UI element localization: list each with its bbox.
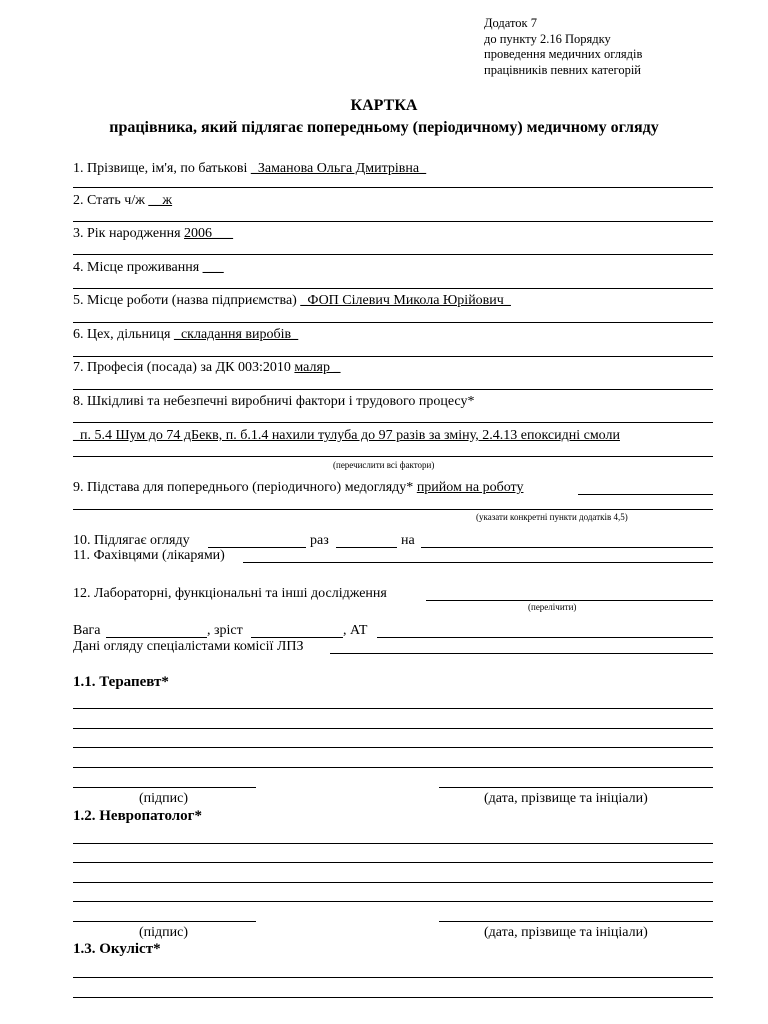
line-divider xyxy=(73,322,713,323)
field-gender xyxy=(73,193,172,209)
field-label: 2. Стать ч/ж xyxy=(73,193,145,208)
appendix-line: до пункту 2.16 Порядку xyxy=(484,31,611,46)
field-value[interactable]: 2006___ xyxy=(184,226,234,241)
field-label: 9. Підстава для попереднього (періодичного) медогляду* xyxy=(73,480,414,495)
line-entry[interactable] xyxy=(73,767,713,768)
line-divider xyxy=(73,187,713,188)
line-underscore[interactable] xyxy=(106,637,207,638)
field-label: 1. Прізвище, ім'я, по батькові xyxy=(73,161,248,176)
line-divider xyxy=(73,509,713,510)
line-entry[interactable] xyxy=(73,997,713,998)
line-entry[interactable] xyxy=(73,862,713,863)
field-exam-count-label: 10. Підлягає огляду xyxy=(73,533,190,548)
field-department xyxy=(73,327,298,343)
field-label: 4. Місце проживання xyxy=(73,260,200,275)
line-entry[interactable] xyxy=(73,977,713,978)
line-divider xyxy=(73,356,713,357)
line-divider xyxy=(73,254,713,255)
line-underscore[interactable] xyxy=(426,600,713,601)
line-underscore[interactable] xyxy=(330,653,713,654)
field-birth-year xyxy=(73,226,233,242)
section-title: 1.3. Окуліст* xyxy=(73,941,161,957)
section-title: 1.1. Терапевт* xyxy=(73,674,169,690)
section-title: 1.2. Невропатолог* xyxy=(73,808,202,824)
appendix-line: працівників певних категорій xyxy=(484,62,641,77)
line-underscore[interactable] xyxy=(243,562,713,563)
field-workplace xyxy=(73,293,511,309)
field-value[interactable]: прийом на роботу xyxy=(416,480,524,495)
line-divider xyxy=(73,288,713,289)
field-exam-count-mid: на xyxy=(401,533,415,548)
field-specialists-label: 11. Фахівцями (лікарями) xyxy=(73,548,225,563)
hint-text: (указати конкретні пункти додатків 4,5) xyxy=(476,512,628,522)
signature-line[interactable] xyxy=(73,921,256,922)
signature-caption: (підпис) xyxy=(139,925,189,940)
line-underscore xyxy=(578,494,713,495)
field-value[interactable]: _ФОП Сілевич Микола Юрійович_ xyxy=(300,293,511,308)
field-fullname xyxy=(73,161,426,177)
field-value[interactable]: ___ xyxy=(202,260,224,275)
line-divider xyxy=(73,422,713,423)
field-value[interactable]: _складання виробів_ xyxy=(173,327,299,342)
line-entry[interactable] xyxy=(73,843,713,844)
field-bp-label: , АТ xyxy=(343,623,368,638)
date-caption: (дата, прізвище та ініціали) xyxy=(484,925,648,940)
line-underscore[interactable] xyxy=(377,637,713,638)
line-divider xyxy=(73,389,713,390)
hint-text: (перелічити) xyxy=(528,602,577,612)
appendix-line: проведення медичних оглядів xyxy=(484,47,643,61)
field-hazards-value[interactable]: _п. 5.4 Шум до 74 дБекв, п. б.1.4 нахили тулуба до 97 разів за зміну, 2.4.13 епоксидні смоли xyxy=(73,428,620,443)
line-entry[interactable] xyxy=(73,708,713,709)
field-hazards-label: 8. Шкідливі та небезпечні виробничі фактори і трудового процесу* xyxy=(73,394,475,409)
appendix-note xyxy=(484,16,642,78)
date-line[interactable] xyxy=(439,787,713,788)
field-label: 5. Місце роботи (назва підприємства) xyxy=(73,293,297,308)
signature-line[interactable] xyxy=(73,787,256,788)
line-divider xyxy=(73,456,713,457)
field-commission-label: Дані огляду спеціалістами комісії ЛПЗ xyxy=(73,639,304,654)
field-value[interactable]: маляр _ xyxy=(294,360,341,375)
field-profession xyxy=(73,360,340,376)
line-divider xyxy=(73,221,713,222)
date-caption: (дата, прізвище та ініціали) xyxy=(484,791,648,806)
page-title: КАРТКА xyxy=(350,97,418,114)
line-entry[interactable] xyxy=(73,901,713,902)
field-height-label: , зріст xyxy=(207,623,243,638)
signature-caption: (підпис) xyxy=(139,791,189,806)
field-label: 3. Рік народження xyxy=(73,226,181,241)
line-underscore[interactable] xyxy=(251,637,343,638)
field-label: 6. Цех, дільниця xyxy=(73,327,171,342)
line-entry[interactable] xyxy=(73,882,713,883)
field-basis xyxy=(73,480,523,496)
line-entry[interactable] xyxy=(73,747,713,748)
hint-text: (перечислити всі фактори) xyxy=(333,460,435,470)
field-weight-label: Вага xyxy=(73,623,101,638)
field-value[interactable]: _Заманова Ольга Дмитрівна_ xyxy=(250,161,427,176)
line-entry[interactable] xyxy=(73,728,713,729)
field-lab-tests-label: 12. Лабораторні, функціональні та інші дослідження xyxy=(73,586,387,601)
appendix-line: Додаток 7 xyxy=(484,16,537,30)
line-underscore[interactable] xyxy=(421,547,713,548)
field-residence xyxy=(73,260,224,276)
field-exam-count-mid: раз xyxy=(310,533,329,548)
field-label: 7. Професія (посада) за ДК 003:2010 xyxy=(73,360,291,375)
field-value[interactable]: __ж xyxy=(148,193,173,208)
page-subtitle: працівника, який підлягає попередньому (періодичному) медичному огляду xyxy=(109,119,659,136)
date-line[interactable] xyxy=(439,921,713,922)
line-underscore[interactable] xyxy=(336,547,397,548)
